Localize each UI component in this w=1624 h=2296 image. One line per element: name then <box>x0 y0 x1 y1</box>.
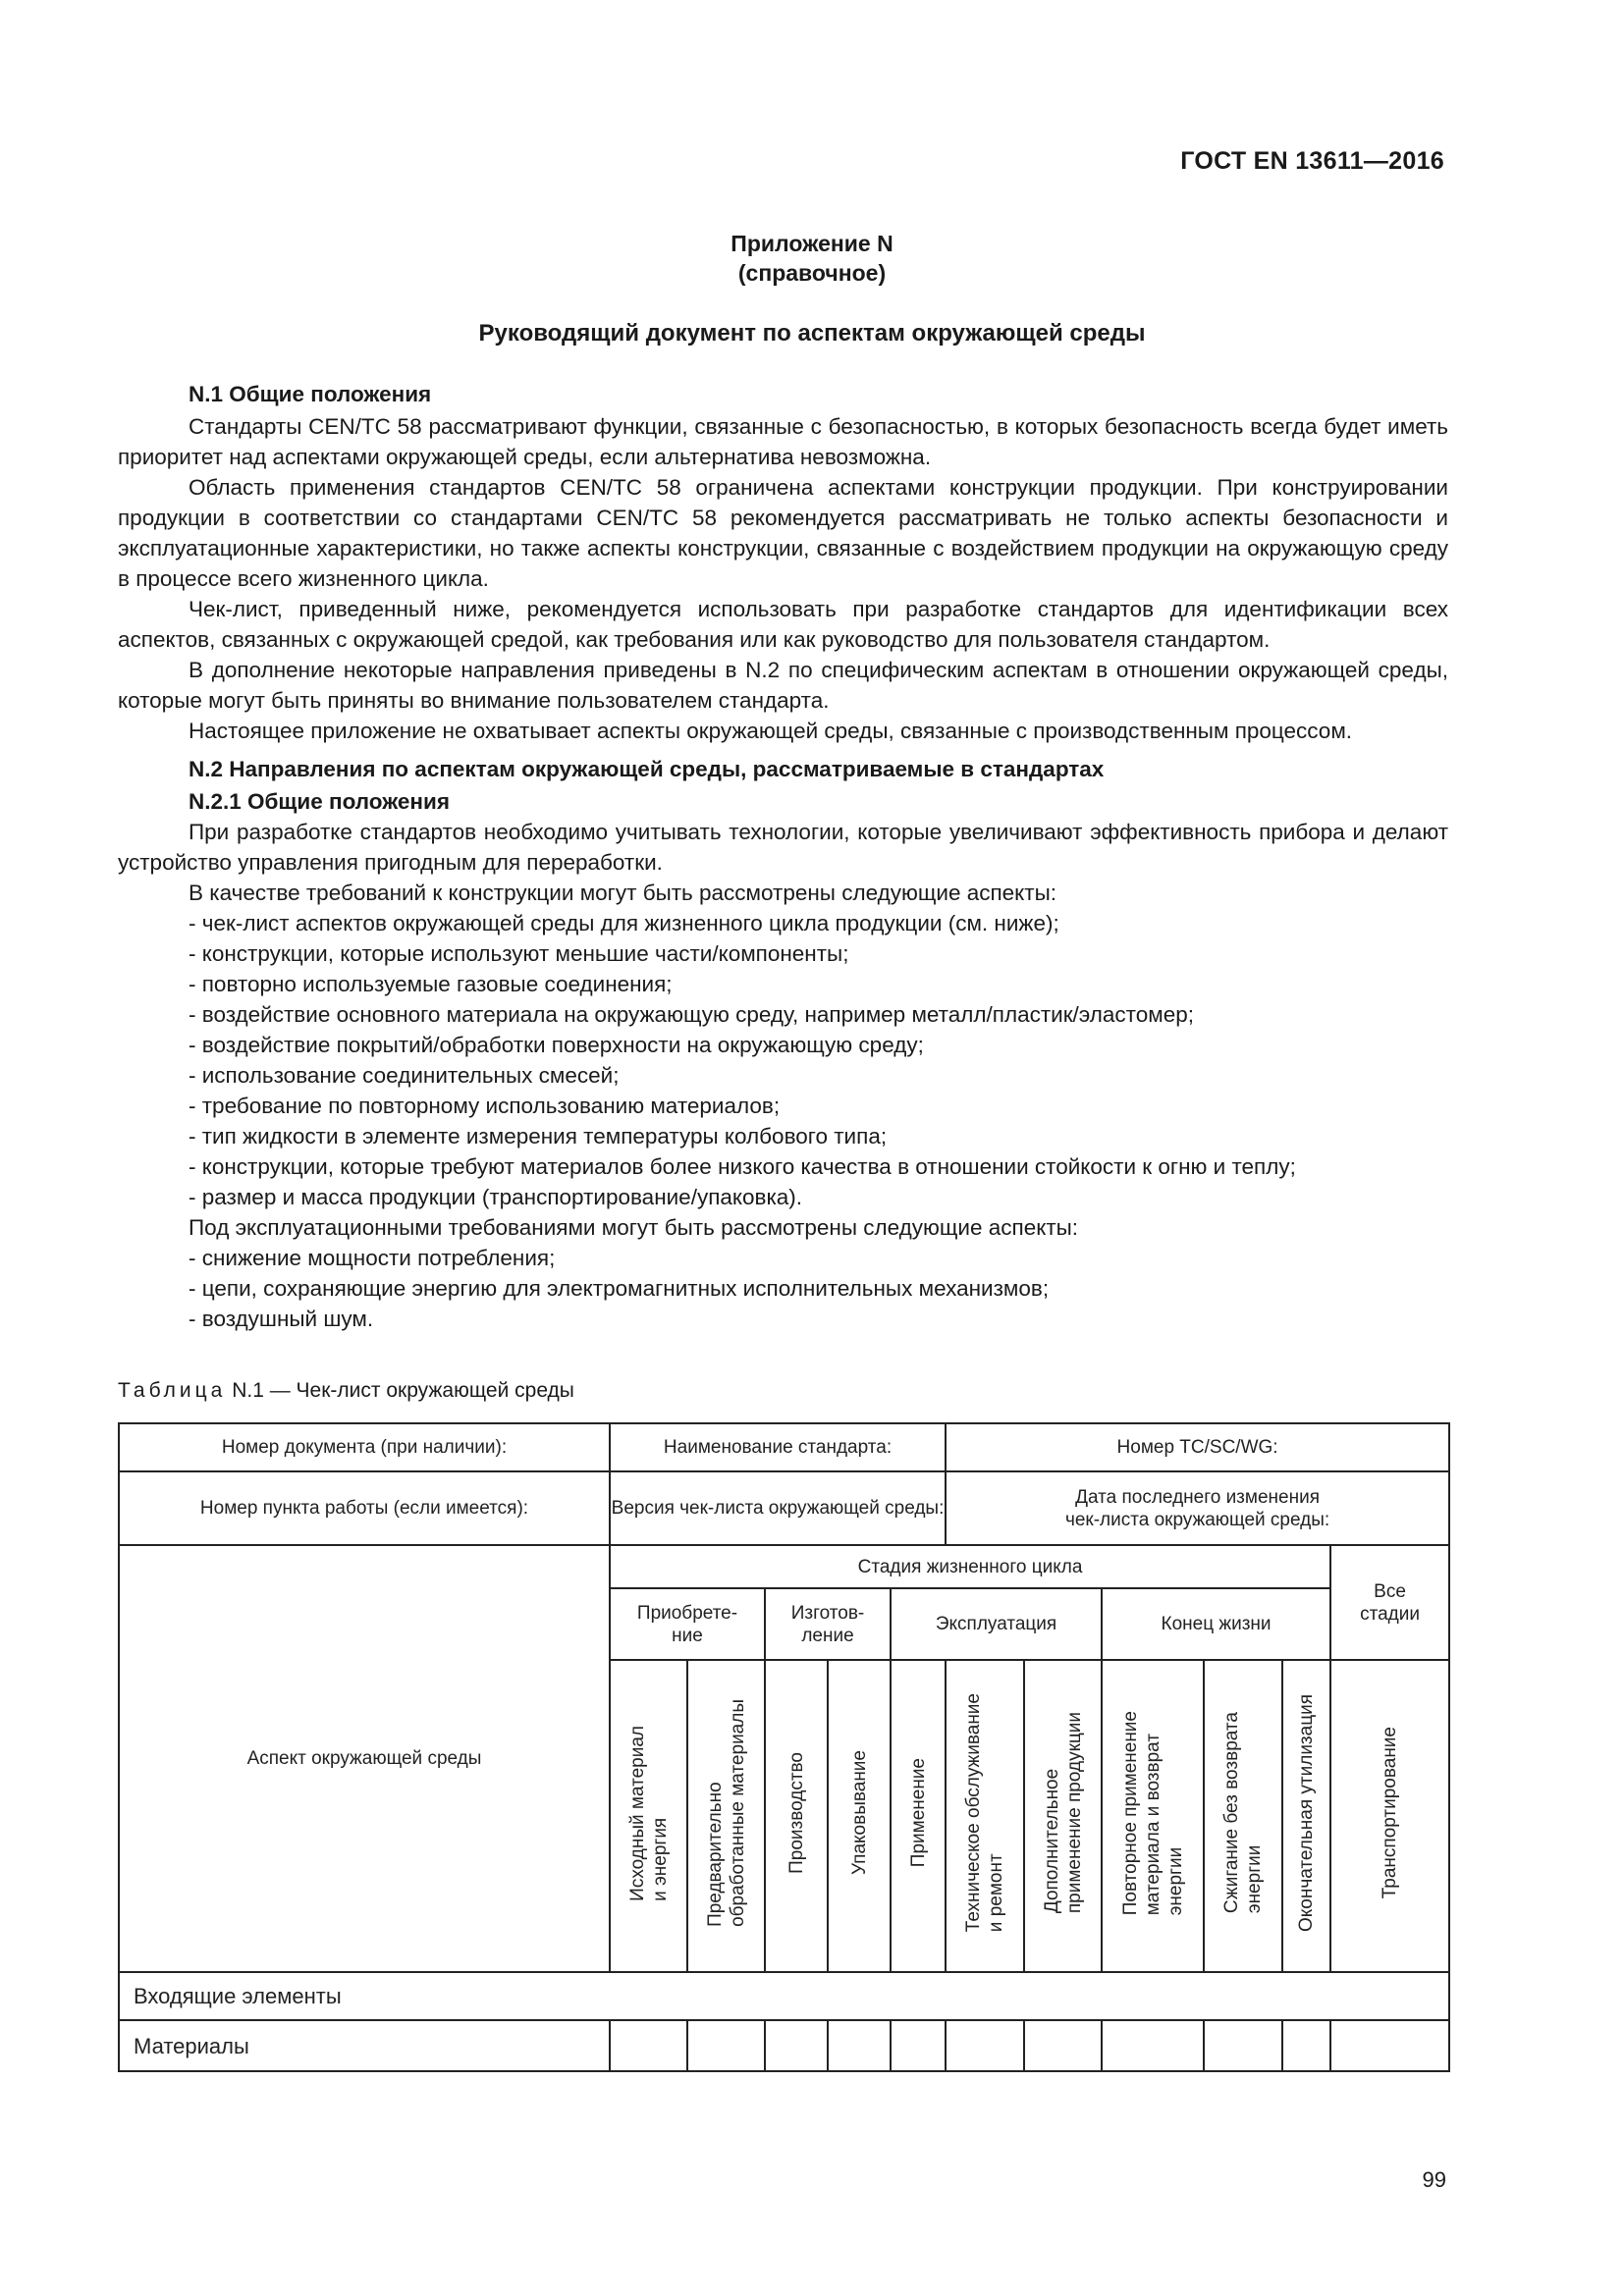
table-row <box>119 1423 1449 1471</box>
paragraph: В качестве требований к конструкции могут быть рассмотрены следующие аспекты: <box>189 881 1057 905</box>
stage-acquisition: Приобрете- ние <box>610 1588 765 1660</box>
list-item: - повторно используемые газовые соединения; <box>189 972 673 996</box>
design-aspects-list <box>118 908 1448 1212</box>
stage-operation: Эксплуатация <box>891 1588 1102 1660</box>
checklist-cell[interactable] <box>1102 2020 1204 2071</box>
aspect-header-cell: Аспект окружающей среды <box>119 1545 610 1972</box>
column-header <box>946 1660 1024 1972</box>
list-item: - цепи, сохраняющие энергию для электромагнитных исполнительных механизмов; <box>189 1276 1050 1301</box>
column-header <box>891 1660 946 1972</box>
list-item: - чек-лист аспектов окружающей среды для жизненного цикла продукции (см. ниже); <box>189 911 1059 935</box>
work-item-cell: Номер пункта работы (если имеется): <box>119 1471 610 1545</box>
annex-heading <box>0 229 1624 288</box>
column-header <box>765 1660 828 1972</box>
list-item: - воздействие основного материала на окружающую среду, например металл/пластик/эластомер; <box>189 1002 1194 1027</box>
environmental-checklist-table <box>118 1422 1450 2072</box>
list-item: - конструкции, которые используют меньшие части/компоненты; <box>189 941 849 966</box>
column-header <box>1282 1660 1330 1972</box>
column-header-label: Исходный материал и энергия <box>626 1725 671 1901</box>
list-item: - воздушный шум. <box>189 1307 374 1331</box>
list-item: - воздействие покрытий/обработки поверхности на окружающую среду; <box>189 1033 924 1057</box>
checklist-cell[interactable] <box>1330 2020 1449 2071</box>
stage-end-of-life: Конец жизни <box>1102 1588 1330 1660</box>
column-header-label: Предварительно обработанные материалы <box>704 1699 748 1927</box>
section-n2-1-heading: N.2.1 Общие положения <box>189 789 450 814</box>
column-header-label: Техническое обслуживание и ремонт <box>963 1693 1007 1933</box>
checklist-cell[interactable] <box>765 2020 828 2071</box>
last-change-date-cell: Дата последнего изменения чек-листа окружающей среды: <box>946 1471 1449 1545</box>
column-header <box>1024 1660 1102 1972</box>
list-item: - размер и масса продукции (транспортирование/упаковка). <box>189 1185 803 1209</box>
list-item: - тип жидкости в элементе измерения температуры колбового типа; <box>189 1124 888 1148</box>
body-text <box>118 379 1448 1334</box>
paragraph: Область применения стандартов CEN/TC 58 ограничена аспектами конструкции продукции. При конструировании продукции в соответствии со стандартами CEN/TC 58 рекомендуется рассматривать не только аспекты безопасности и эксплуатационные характеристики, но также аспекты конструкции, связанные с воздействием продукции на окружающую среду в процессе всего жизненного цикла. <box>118 475 1448 591</box>
checklist-cell[interactable] <box>610 2020 687 2071</box>
table-caption-text: N.1 — Чек-лист окружающей среды <box>232 1379 574 1402</box>
paragraph: Стандарты CEN/TC 58 рассматривают функции, связанные с безопасностью, в которых безопасность всегда будет иметь приоритет над аспектами окружающей среды, если альтернатива невозможна. <box>118 414 1448 469</box>
checklist-cell[interactable] <box>1204 2020 1282 2071</box>
tc-number-cell: Номер TC/SC/WG: <box>946 1423 1449 1471</box>
paragraph: В дополнение некоторые направления приведены в N.2 по специфическим аспектам в отношении окружающей среды, которые могут быть приняты во внимание пользователем стандарта. <box>118 658 1448 713</box>
checklist-version-cell: Версия чек-листа окружающей среды: <box>610 1471 946 1545</box>
checklist-cell[interactable] <box>1024 2020 1102 2071</box>
table-caption <box>118 1376 574 1406</box>
document-title: Руководящий документ по аспектам окружающей среды <box>478 320 1146 347</box>
all-stages-cell: Все стадии <box>1330 1545 1449 1660</box>
list-item: - конструкции, которые требуют материалов более низкого качества в отношении стойкости к огню и теплу; <box>189 1154 1296 1179</box>
column-header-label: Транспортирование <box>1380 1727 1401 1899</box>
annex-title: Приложение N <box>731 231 893 256</box>
paragraph: Чек-лист, приведенный ниже, рекомендуется использовать при разработке стандартов для идентификации всех аспектов, связанных с окружающей средой, как требования или как руководство для пользователя стандартом. <box>118 597 1448 652</box>
document-code: ГОСТ EN 13611—2016 <box>1180 147 1444 175</box>
column-header <box>1330 1660 1449 1972</box>
column-header <box>1102 1660 1204 1972</box>
lifecycle-header-cell: Стадия жизненного цикла <box>610 1545 1330 1588</box>
table-row <box>119 1972 1449 2020</box>
section-n1-heading: N.1 Общие положения <box>189 382 432 406</box>
operational-aspects-list <box>118 1243 1448 1334</box>
checklist-cell[interactable] <box>946 2020 1024 2071</box>
paragraph: Под эксплуатационными требованиями могут быть рассмотрены следующие аспекты: <box>189 1215 1079 1240</box>
column-header-label: Упаковывание <box>848 1750 870 1876</box>
page-number: 99 <box>1422 2167 1446 2192</box>
table-row <box>119 2020 1449 2071</box>
table-row <box>119 1471 1449 1545</box>
table-row <box>119 1545 1449 1588</box>
column-header <box>828 1660 891 1972</box>
checklist-cell[interactable] <box>1282 2020 1330 2071</box>
column-header <box>1204 1660 1282 1972</box>
list-item: - требование по повторному использованию материалов; <box>189 1094 781 1118</box>
paragraph: При разработке стандартов необходимо учитывать технологии, которые увеличивают эффективность прибора и делают устройство управления пригодным для переработки. <box>118 820 1448 875</box>
annex-subtitle: (справочное) <box>737 260 887 286</box>
stage-manufacturing: Изготов- ление <box>765 1588 891 1660</box>
table-caption-prefix: Таблица <box>118 1379 227 1402</box>
column-header <box>610 1660 687 1972</box>
column-header-label: Применение <box>907 1758 929 1868</box>
section-row-inputs: Входящие элементы <box>119 1972 1449 2020</box>
list-item: - использование соединительных смесей; <box>189 1063 620 1088</box>
checklist-cell[interactable] <box>828 2020 891 2071</box>
column-header-label: Повторное применение материала и возврат энергии <box>1119 1710 1186 1916</box>
column-header-label: Производство <box>785 1752 807 1874</box>
paragraph: Настоящее приложение не охватывает аспекты окружающей среды, связанные с производственным процессом. <box>189 719 1353 743</box>
checklist-cell[interactable] <box>891 2020 946 2071</box>
column-header-label: Дополнительное применение продукции <box>1041 1712 1085 1914</box>
row-label-materials: Материалы <box>119 2020 610 2071</box>
list-item: - снижение мощности потребления; <box>189 1246 556 1270</box>
document-number-cell: Номер документа (при наличии): <box>119 1423 610 1471</box>
column-header-label: Сжигание без возврата энергии <box>1221 1712 1266 1914</box>
column-header-label: Окончательная утилизация <box>1296 1693 1318 1933</box>
checklist-cell[interactable] <box>687 2020 765 2071</box>
section-n2-heading: N.2 Направления по аспектам окружающей среды, рассматриваемые в стандартах <box>189 757 1105 781</box>
standard-name-cell: Наименование стандарта: <box>610 1423 946 1471</box>
column-header <box>687 1660 765 1972</box>
